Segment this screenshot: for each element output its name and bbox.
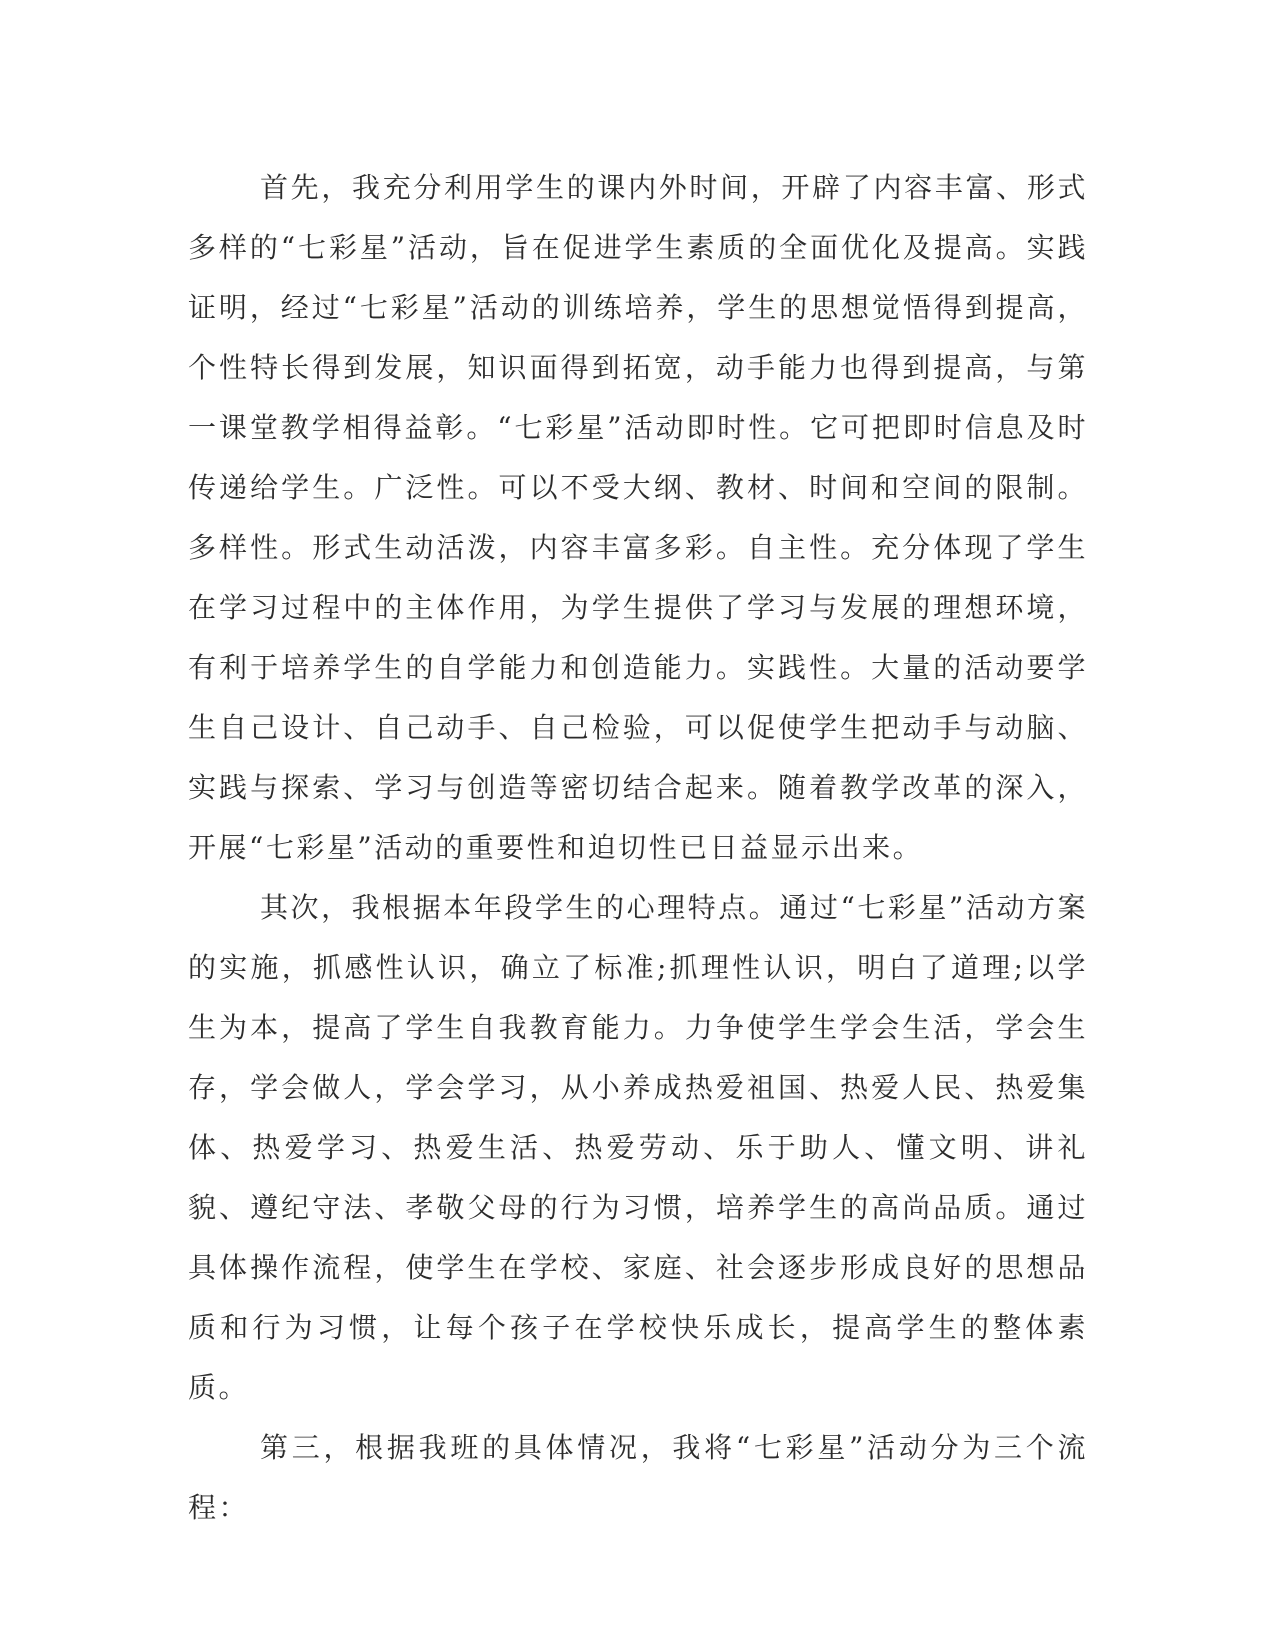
paragraph-3: 第三，根据我班的具体情况，我将“七彩星”活动分为三个流程： [188, 1431, 1088, 1524]
document-body [188, 158, 1088, 1538]
paragraph-2: 其次，我根据本年段学生的心理特点。通过“七彩星”活动方案的实施，抓感性认识，确立了标准;抓理性认识，明白了道理;以学生为本，提高了学生自我教育能力。力争使学生学会生活，学会生存，学会做人，学会学习，从小养成热爱祖国、热爱人民、热爱集体、热爱学习、热爱生活、热爱劳动、乐于助人、懂文明、讲礼貌、遵纪守法、孝敬父母的行为习惯，培养学生的高尚品质。通过具体操作流程，使学生在学校、家庭、社会逐步形成良好的思想品质和行为习惯，让每个孩子在学校快乐成长，提高学生的整体素质。 [188, 891, 1088, 1404]
paragraph-1: 首先，我充分利用学生的课内外时间，开辟了内容丰富、形式多样的“七彩星”活动，旨在促进学生素质的全面优化及提高。实践证明，经过“七彩星”活动的训练培养，学生的思想觉悟得到提高，个性特长得到发展，知识面得到拓宽，动手能力也得到提高，与第一课堂教学相得益彰。“七彩星”活动即时性。它可把即时信息及时传递给学生。广泛性。可以不受大纲、教材、时间和空间的限制。多样性。形式生动活泼，内容丰富多彩。自主性。充分体现了学生在学习过程中的主体作用，为学生提供了学习与发展的理想环境，有利于培养学生的自学能力和创造能力。实践性。大量的活动要学生自己设计、自己动手、自己检验，可以促使学生把动手与动脑、实践与探索、学习与创造等密切结合起来。随着教学改革的深入，开展“七彩星”活动的重要性和迫切性已日益显示出来。 [188, 171, 1088, 864]
